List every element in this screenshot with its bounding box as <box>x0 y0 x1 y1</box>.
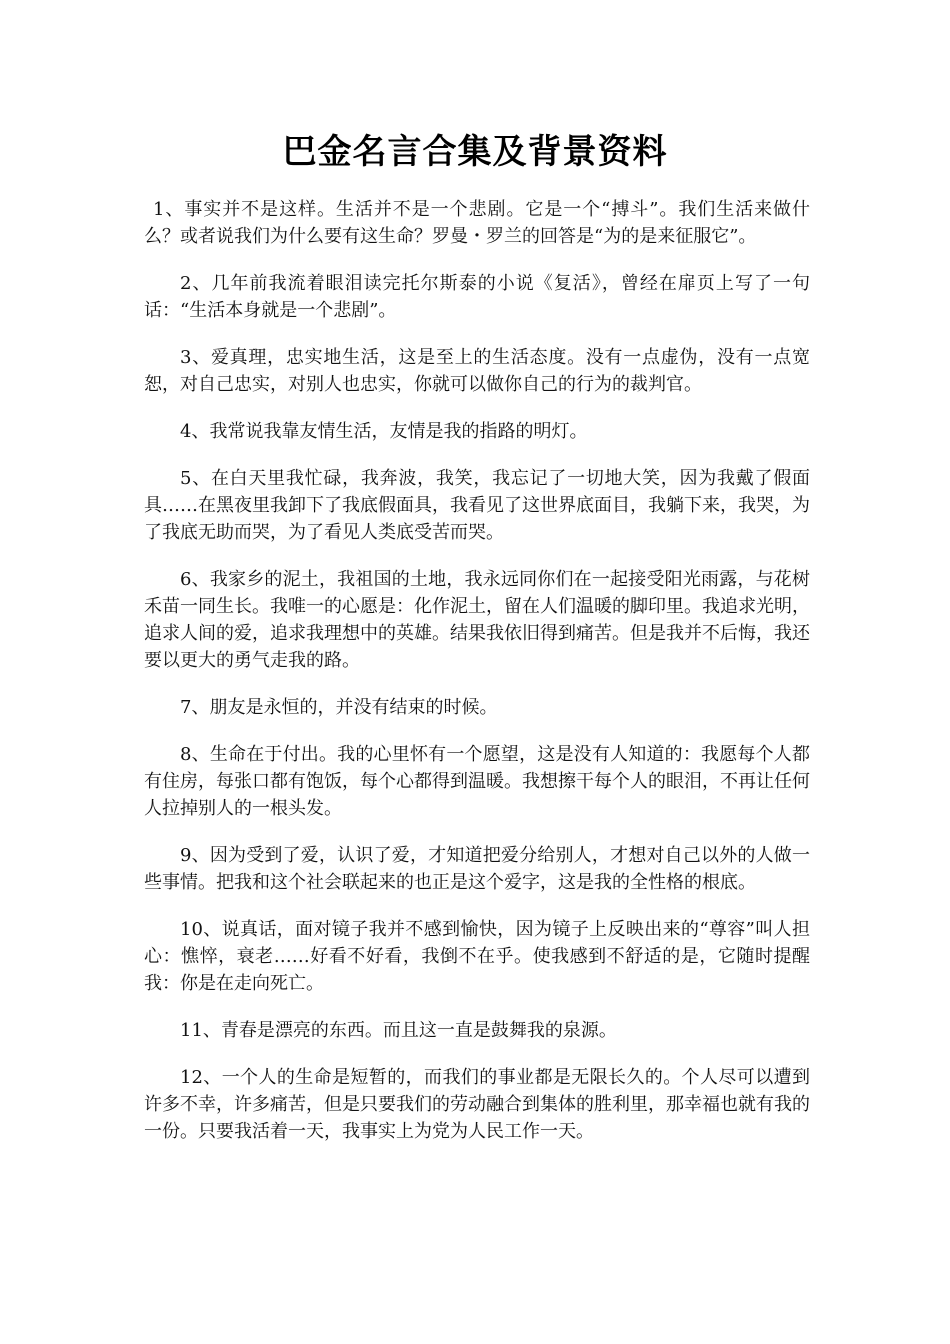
quote-paragraph-5: 5、在白天里我忙碌，我奔波，我笑，我忘记了一切地大笑，因为我戴了假面具……在黑夜里我卸下了我底假面具，我看见了这世界底面目，我躺下来，我哭，为了我底无助而哭，为了看见人类底受苦而哭。 <box>144 468 810 543</box>
quote-paragraph-10: 10、说真话，面对镜子我并不感到愉快，因为镜子上反映出来的“尊容”叫人担心：憔悴，衰老……好看不好看，我倒不在乎。使我感到不舒适的是，它随时提醒我：你是在走向死亡。 <box>144 919 810 994</box>
quote-paragraph-3: 3、爱真理，忠实地生活，这是至上的生活态度。没有一点虚伪，没有一点宽恕，对自己忠实，对别人也忠实，你就可以做你自己的行为的裁判官。 <box>144 347 810 395</box>
document-title: 巴金名言合集及背景资料 <box>282 132 668 172</box>
quote-paragraph-6: 6、我家乡的泥土，我祖国的土地，我永远同你们在一起接受阳光雨露，与花树禾苗一同生长。我唯一的心愿是：化作泥土，留在人们温暖的脚印里。我追求光明，追求人间的爱，追求我理想中的英雄。结果我依旧得到痛苦。但是我并不后悔，我还要以更大的勇气走我的路。 <box>144 569 810 671</box>
quote-paragraph-1: 1、事实并不是这样。生活并不是一个悲剧。它是一个“搏斗”。我们生活来做什么？或者说我们为什么要有这生命？罗曼・罗兰的回答是“为的是来征服它”。 <box>144 199 810 247</box>
quote-paragraph-12: 12、一个人的生命是短暂的，而我们的事业都是无限长久的。个人尽可以遭到许多不幸，许多痛苦，但是只要我们的劳动融合到集体的胜利里，那幸福也就有我的一份。只要我活着一天，我事实上为党为人民工作一天。 <box>144 1067 810 1142</box>
quote-paragraph-7: 7、朋友是永恒的，并没有结束的时候。 <box>180 697 498 718</box>
quote-paragraph-8: 8、生命在于付出。我的心里怀有一个愿望，这是没有人知道的：我愿每个人都有住房，每张口都有饱饭，每个心都得到温暖。我想擦干每个人的眼泪，不再让任何人拉掉别人的一根头发。 <box>144 744 810 819</box>
quote-paragraph-11: 11、青春是漂亮的东西。而且这一直是鼓舞我的泉源。 <box>180 1020 617 1041</box>
quote-paragraph-9: 9、因为受到了爱，认识了爱，才知道把爱分给别人，才想对自己以外的人做一些事情。把我和这个社会联起来的也正是这个爱字，这是我的全性格的根底。 <box>144 845 810 893</box>
quote-paragraph-4: 4、我常说我靠友情生活，友情是我的指路的明灯。 <box>180 421 588 442</box>
document-body <box>144 196 810 1165</box>
quote-paragraph-2: 2、几年前我流着眼泪读完托尔斯泰的小说《复活》，曾经在扉页上写了一句话：“生活本身就是一个悲剧”。 <box>144 273 810 321</box>
